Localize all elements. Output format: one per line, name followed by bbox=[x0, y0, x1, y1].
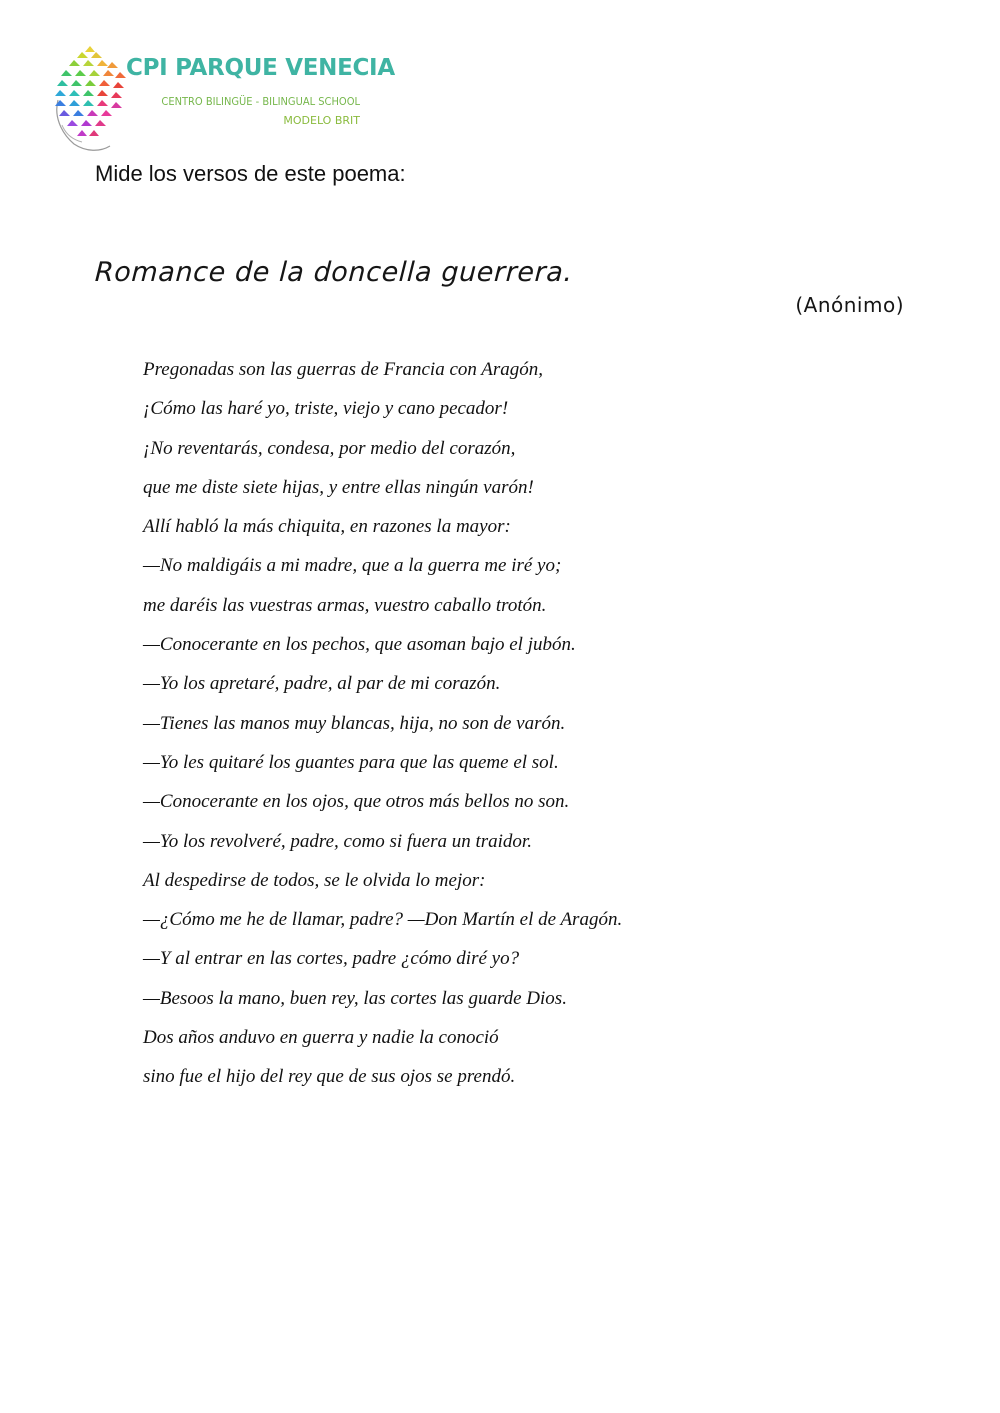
verse-18: Dos años anduvo en guerra y nadie la conoció bbox=[143, 1027, 499, 1049]
verse-3: ¡No reventarás, condesa, por medio del corazón, bbox=[143, 437, 516, 459]
verse-11: —Yo les quitaré los guantes para que las queme el sol. bbox=[143, 751, 559, 773]
verse-13: —Yo los revolveré, padre, como si fuera un traidor. bbox=[143, 830, 532, 852]
verse-17: —Besoos la mano, buen rey, las cortes las guarde Dios. bbox=[143, 987, 567, 1009]
poem-verses bbox=[143, 350, 622, 1097]
verse-19: sino fue el hijo del rey que de sus ojos se prendó. bbox=[143, 1066, 516, 1088]
verse-16: —Y al entrar en las cortes, padre ¿cómo diré yo? bbox=[143, 948, 520, 970]
poem-author: (Anónimo) bbox=[795, 293, 904, 317]
verse-1: Pregonadas son las guerras de Francia con Aragón, bbox=[143, 359, 544, 380]
school-logo bbox=[52, 40, 395, 160]
verse-12: —Conocerante en los ojos, que otros más bellos no son. bbox=[143, 791, 570, 813]
instruction-text: Mide los versos de este poema: bbox=[95, 161, 406, 186]
verse-15: —¿Cómo me he de llamar, padre? —Don Martín el de Aragón. bbox=[143, 909, 623, 931]
school-model: MODELO BRIT bbox=[283, 114, 360, 127]
verse-2: ¡Cómo las haré yo, triste, viejo y cano pecador! bbox=[143, 398, 509, 420]
verse-8: —Conocerante en los pechos, que asoman bajo el jubón. bbox=[143, 634, 576, 656]
verse-4: que me diste siete hijas, y entre ellas ningún varón! bbox=[143, 476, 534, 498]
verse-9: —Yo los apretaré, padre, al par de mi corazón. bbox=[143, 673, 501, 695]
verse-10: —Tienes las manos muy blancas, hija, no son de varón. bbox=[143, 712, 566, 734]
verse-5: Allí habló la más chiquita, en razones la mayor: bbox=[143, 516, 511, 538]
pinecone-logo-icon bbox=[52, 40, 132, 155]
verse-14: Al despedirse de todos, se le olvida lo mejor: bbox=[143, 869, 486, 891]
verse-6: —No maldigáis a mi madre, que a la guerra me iré yo; bbox=[143, 555, 562, 577]
verse-7: me daréis las vuestras armas, vuestro caballo trotón. bbox=[143, 594, 547, 616]
school-subtitle: CENTRO BILINGÜE - BILINGUAL SCHOOL bbox=[161, 95, 360, 108]
poem-title: Romance de la doncella guerrera. bbox=[94, 257, 574, 288]
school-name: CPI PARQUE VENECIA bbox=[126, 55, 395, 81]
